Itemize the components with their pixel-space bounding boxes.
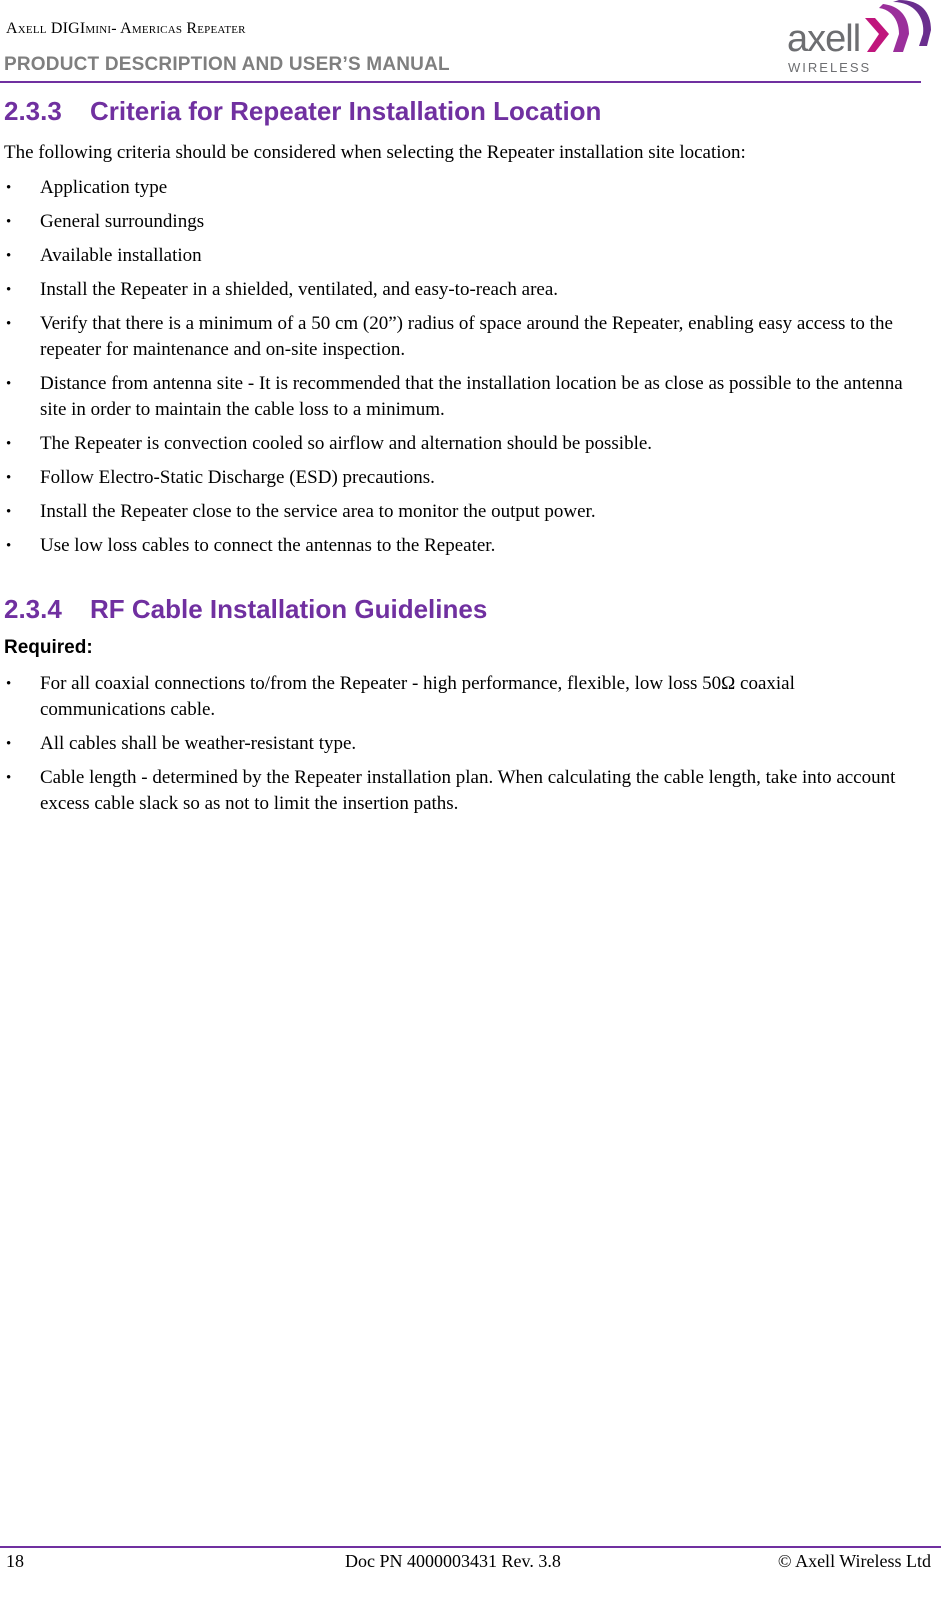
list-item-text: All cables shall be weather-resistant type. [40, 733, 357, 754]
list-item [4, 371, 904, 423]
bullet-icon: • [6, 736, 12, 752]
logo-subtext: WIRELESS [788, 60, 872, 75]
section-number: 2.3.4 [4, 594, 62, 624]
bullet-icon: • [6, 538, 12, 554]
bullet-icon: • [6, 676, 12, 692]
list-item-text: Verify that there is a minimum of a 50 cm (20”) radius of space around the Repeater, enabling easy access to the repeater for maintenance and on-site inspection. [40, 313, 893, 360]
axell-wireless-logo [775, 0, 935, 80]
list-item-text: Application type [40, 177, 168, 198]
bullet-icon: • [6, 470, 12, 486]
title-part: - Americas Repeater [111, 20, 246, 37]
footer-divider [0, 1546, 941, 1548]
document-product-title [6, 20, 246, 38]
list-item [4, 311, 904, 363]
bullet-icon: • [6, 376, 12, 392]
list-item [4, 671, 904, 723]
title-part: Axell DIGI [6, 20, 86, 37]
list-item [4, 465, 904, 491]
bullet-icon: • [6, 248, 12, 264]
document-id: Doc PN 4000003431 Rev. 3.8 [345, 1551, 561, 1571]
criteria-list [4, 175, 904, 567]
logo-chevron-icon [863, 0, 933, 60]
list-item-text: Available installation [40, 245, 202, 266]
list-item [4, 533, 904, 559]
list-item-text: General surroundings [40, 211, 205, 232]
cable-guidelines-list [4, 671, 904, 825]
section-heading-2-3-4 [4, 594, 487, 625]
list-item [4, 731, 904, 757]
section-title: Criteria for Repeater Installation Location [90, 96, 602, 126]
bullet-icon: • [6, 316, 12, 332]
list-item [4, 175, 904, 201]
list-item-text: Cable length - determined by the Repeater installation plan. When calculating the cable length, take into account excess cable slack so as not to limit the insertion paths. [40, 767, 896, 814]
section-number: 2.3.3 [4, 96, 62, 126]
page-number: 18 [6, 1551, 24, 1571]
section-heading-2-3-3 [4, 96, 601, 127]
list-item [4, 499, 904, 525]
required-subheading: Required: [4, 637, 93, 658]
list-item [4, 277, 904, 303]
bullet-icon: • [6, 436, 12, 452]
bullet-icon: • [6, 770, 12, 786]
list-item-text: Install the Repeater close to the service area to monitor the output power. [40, 501, 596, 522]
list-item [4, 431, 904, 457]
copyright: © Axell Wireless Ltd [777, 1551, 931, 1571]
document-subtitle: PRODUCT DESCRIPTION AND USER’S MANUAL [4, 54, 450, 75]
intro-paragraph: The following criteria should be considered when selecting the Repeater installation site location: [4, 142, 746, 163]
list-item [4, 209, 904, 235]
bullet-icon: • [6, 214, 12, 230]
title-part: mini [85, 20, 112, 37]
list-item-text: Follow Electro-Static Discharge (ESD) precautions. [40, 467, 435, 488]
bullet-icon: • [6, 180, 12, 196]
list-item [4, 243, 904, 269]
list-item-text: Distance from antenna site - It is recommended that the installation location be as close as possible to the antenna site in order to maintain the cable loss to a minimum. [40, 373, 903, 420]
list-item-text: Install the Repeater in a shielded, ventilated, and easy-to-reach area. [40, 279, 559, 300]
bullet-icon: • [6, 282, 12, 298]
list-item-text: The Repeater is convection cooled so airflow and alternation should be possible. [40, 433, 653, 454]
list-item-text: Use low loss cables to connect the antennas to the Repeater. [40, 535, 496, 556]
header-divider [0, 81, 921, 83]
list-item [4, 765, 904, 817]
bullet-icon: • [6, 504, 12, 520]
list-item-text: For all coaxial connections to/from the Repeater - high performance, flexible, low loss 50Ω coaxial communications cable. [40, 673, 795, 720]
section-title: RF Cable Installation Guidelines [90, 594, 488, 624]
logo-wordmark: axell [787, 18, 861, 60]
